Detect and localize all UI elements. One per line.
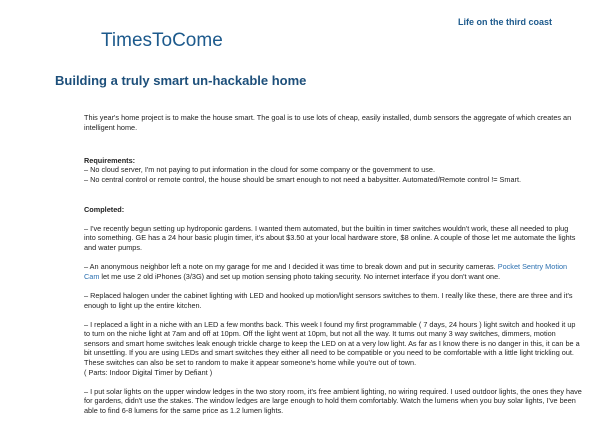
cabinet-lighting-paragraph: – Replaced halogen under the cabinet lighting with LED and hooked up motion/light sensors switches to them. I really like these, there are three and it's enough to light up the entire kitchen. (84, 290, 573, 310)
niche-light-text: – I replaced a light in a niche with an LED a few months back. This week I found my first programmable ( 7 days, 24 hours ) light switch and hooked it up to turn on the niche light at 7am and off at 10pm. Off the light went at 10pm, but not all the way. It turns out many 3 way switches, dimmers, motion sensors and smart home switches leak enough trickle charge to keep the LED on at a very low light. As far as I know there is no danger in this, it can be a bit unsettling. If you are using LEDs and smart switches they either all need to be compatible or you need to be comfortable with a little light trickling out. These switches can also be set to random to make it appear someone's home while you're out of town. (84, 319, 580, 368)
site-title-link[interactable]: TimesToCome (101, 30, 223, 51)
completed-heading: Completed: (84, 204, 125, 214)
pocket-sentry-link[interactable]: Pocket Sentry Motion Cam (84, 262, 568, 281)
intro-paragraph: This year's home project is to make the house smart. The goal is to use lots of cheap, easily installed, dumb sensors the aggregate of which creates an intelligent home. (84, 113, 572, 132)
security-text-after: let me use 2 old iPhones (3/3G) and set up motion sensing photo taking security. No internet interface if you don't want one. (99, 271, 501, 281)
security-text-before: – An anonymous neighbor left a note on my garage for me and I decided it was time to break down and put in security cameras. (84, 262, 498, 272)
security-camera-paragraph (84, 262, 582, 281)
requirements-heading: Requirements: (84, 155, 136, 165)
requirement-item: – No central control or remote control, the house should be smart enough to not need a babysitter. Automated/Remote control != Smart. (84, 174, 522, 184)
requirements-section (84, 156, 582, 185)
requirement-item: – No cloud server, I'm not paying to put information in the cloud for some company or the government to use. (84, 165, 436, 175)
niche-light-parts: ( Parts: Indoor Digital Timer by Defiant ) (84, 367, 213, 377)
niche-light-paragraph (84, 320, 582, 378)
site-tagline: Life on the third coast (458, 17, 553, 27)
post-content (84, 113, 582, 425)
hydroponics-paragraph: – I've recently begun setting up hydroponic gardens. I wanted them automated, but the builtin in timer switches wouldn't work, these all needed to plug into something. GE has a 24 hour basic plugin timer, it's about $3.50 at your local hardware store, $8 online. A couple of those let me automate the lights and water pumps. (84, 223, 576, 252)
solar-lights-paragraph: – I put solar lights on the upper window ledges in the two story room, it's free ambient lighting, no wiring required. I used outdoor lights, the ones they have for gardens, didn't use the stakes. The window ledges are large enough to hold them comfortably. Watch the lumens when you buy solar lights, I've been able to find 6-8 lumens for the same price as 1.2 lumen lights. (84, 386, 582, 416)
post-title: Building a truly smart un-hackable home (55, 73, 307, 88)
